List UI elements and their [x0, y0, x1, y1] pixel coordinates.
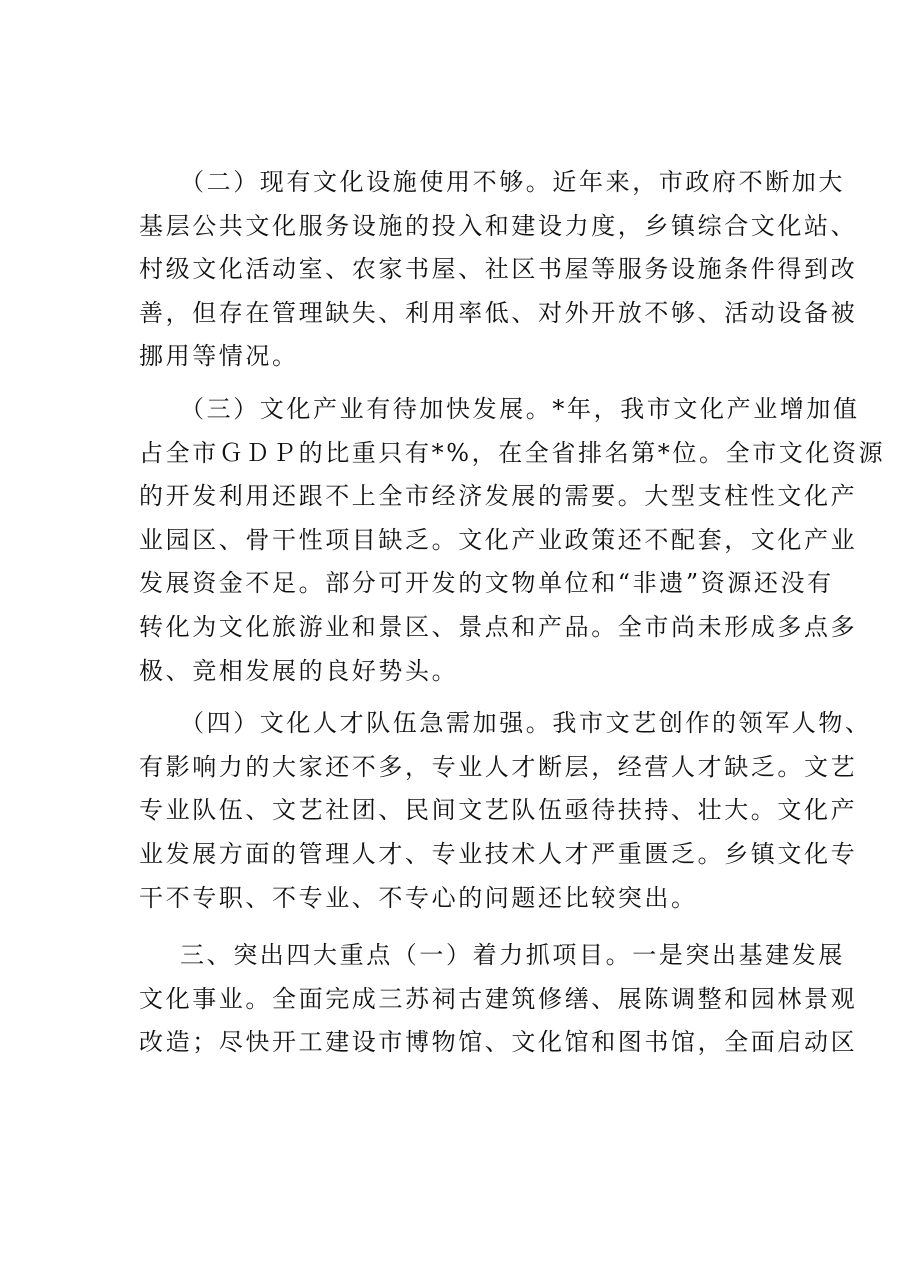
- paragraph-priorities: [139, 934, 858, 1065]
- text-line: 改造；尽快开工建设市博物馆、文化馆和图书馆，全面启动区: [139, 1028, 858, 1057]
- text-line: 挪用等情况。: [139, 342, 299, 371]
- text-line: 专业队伍、文艺社团、民间文艺队伍亟待扶持、壮大。文化产: [139, 796, 858, 825]
- text-line: 发展资金不足。部分可开发的文物单位和“非遗”资源还没有: [139, 569, 834, 598]
- text-line: 业园区、骨干性项目缺乏。文化产业政策还不配套，文化产业: [139, 525, 858, 554]
- text-line: 有影响力的大家还不多，专业人才断层，经营人才缺乏。文艺: [139, 752, 858, 781]
- text-line: 极、竞相发展的良好势头。: [139, 656, 459, 685]
- paragraph-facilities: [139, 161, 858, 379]
- paragraph-industry: [139, 388, 886, 693]
- text-line: 善，但存在管理缺失、利用率低、对外开放不够、活动设备被: [139, 298, 858, 327]
- text-line: 村级文化活动室、农家书屋、社区书屋等服务设施条件得到改: [139, 255, 858, 284]
- text-line: 基层公共文化服务设施的投入和建设力度，乡镇综合文化站、: [139, 211, 858, 240]
- document-body: [139, 161, 886, 1065]
- paragraph-talent: [139, 702, 872, 920]
- text-line: 文化事业。全面完成三苏祠古建筑修缮、展陈调整和园林景观: [139, 984, 858, 1013]
- text-line: 转化为文化旅游业和景区、景点和产品。全市尚未形成多点多: [139, 612, 858, 641]
- text-line: 三、突出四大重点（一）着力抓项目。一是突出基建发展: [180, 941, 845, 970]
- text-line: （二）现有文化设施使用不够。近年来，市政府不断加大: [180, 168, 845, 196]
- text-line: （四）文化人才队伍急需加强。我市文艺创作的领军人物、: [180, 709, 872, 738]
- text-line: 占全市ＧＤＰ的比重只有*%，在全省排名第*位。全市文化资源: [139, 438, 886, 467]
- text-line: 业发展方面的管理人才、专业技术人才严重匮乏。乡镇文化专: [139, 839, 858, 868]
- text-line: 的开发利用还跟不上全市经济发展的需要。大型支柱性文化产: [139, 482, 858, 511]
- text-line: （三）文化产业有待加快发展。*年，我市文化产业增加值: [180, 394, 860, 423]
- text-line: 干不专职、不专业、不专心的问题还比较突出。: [139, 883, 698, 912]
